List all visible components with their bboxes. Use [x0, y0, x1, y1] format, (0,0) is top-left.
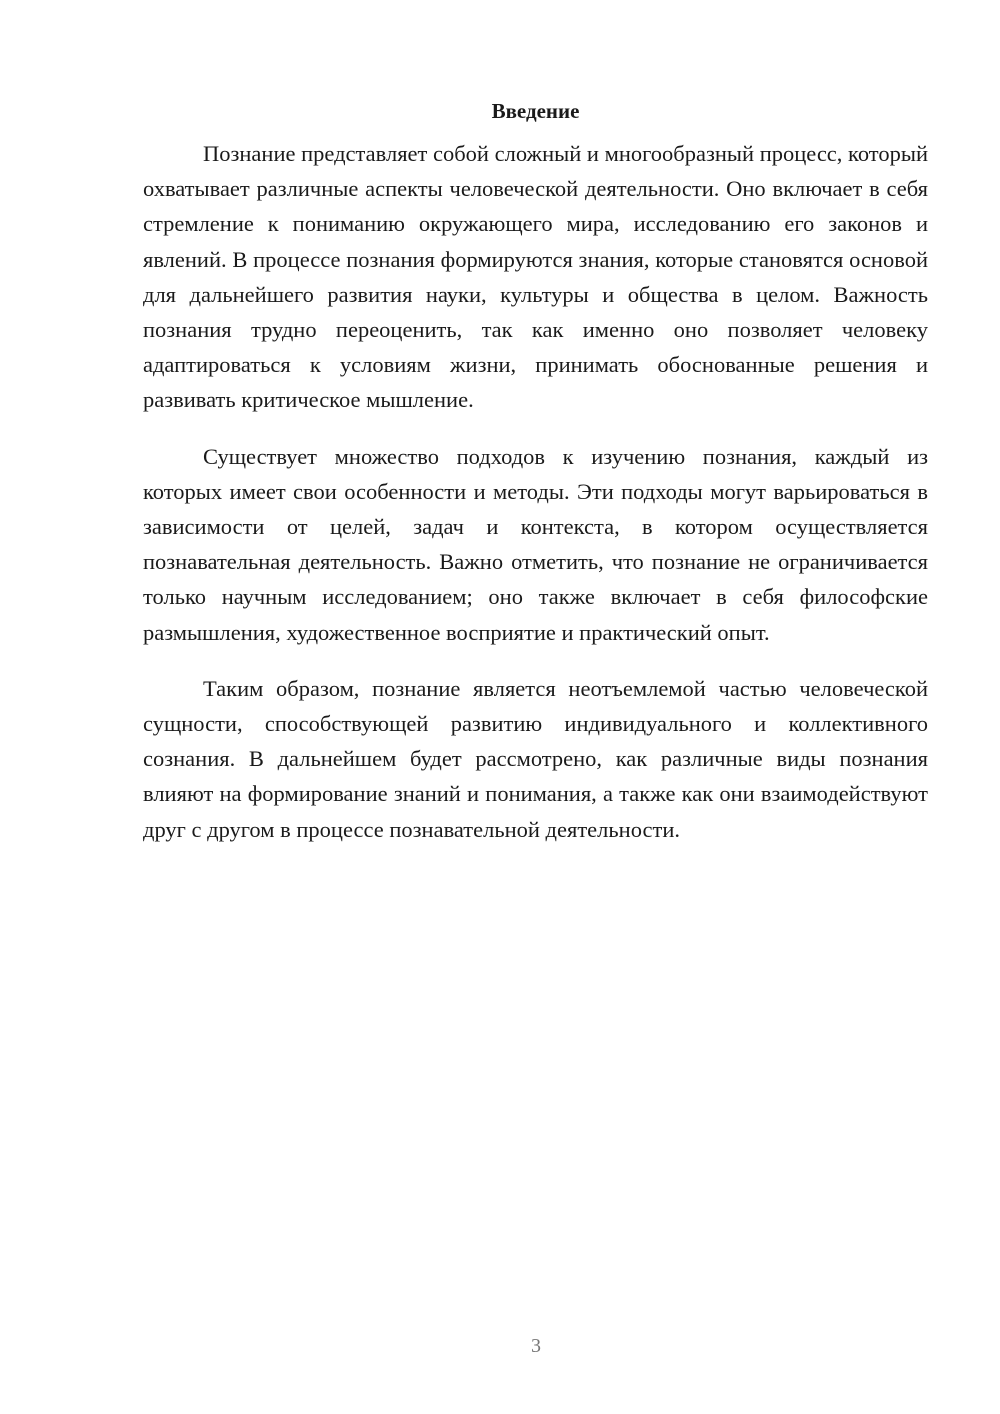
- paragraph-2: Существует множество подходов к изучению познания, каждый из которых имеет свои особенности и методы. Эти подходы могут варьироваться в зависимости от целей, задач и контекста, в котором осуществляется познавательная деятельность. Важно отметить, что познание не ограничивается только научным исследованием; оно также включает в себя философские размышления, художественное восприятие и практический опыт.: [143, 443, 928, 645]
- section-title: Введение: [491, 99, 580, 123]
- page-content: [143, 96, 928, 847]
- paragraph-1: Познание представляет собой сложный и многообразный процесс, который охватывает различные аспекты человеческой деятельности. Оно включает в себя стремление к пониманию окружающего мира, исследованию его законов и явлений. В процессе познания формируются знания, которые становятся основой для дальнейшего развития науки, культуры и общества в целом. Важность познания трудно переоценить, так как именно оно позволяет человеку адаптироваться к условиям жизни, принимать обоснованные решения и развивать критическое мышление.: [143, 141, 928, 413]
- page-number: 3: [531, 1335, 541, 1357]
- paragraph-3: Таким образом, познание является неотъемлемой частью человеческой сущности, способствующей развитию индивидуального и коллективного сознания. В дальнейшем будет рассмотрено, как различные виды познания влияют на формирование знаний и понимания, а также как они взаимодействуют друг с другом в процессе познавательной деятельности.: [143, 675, 928, 842]
